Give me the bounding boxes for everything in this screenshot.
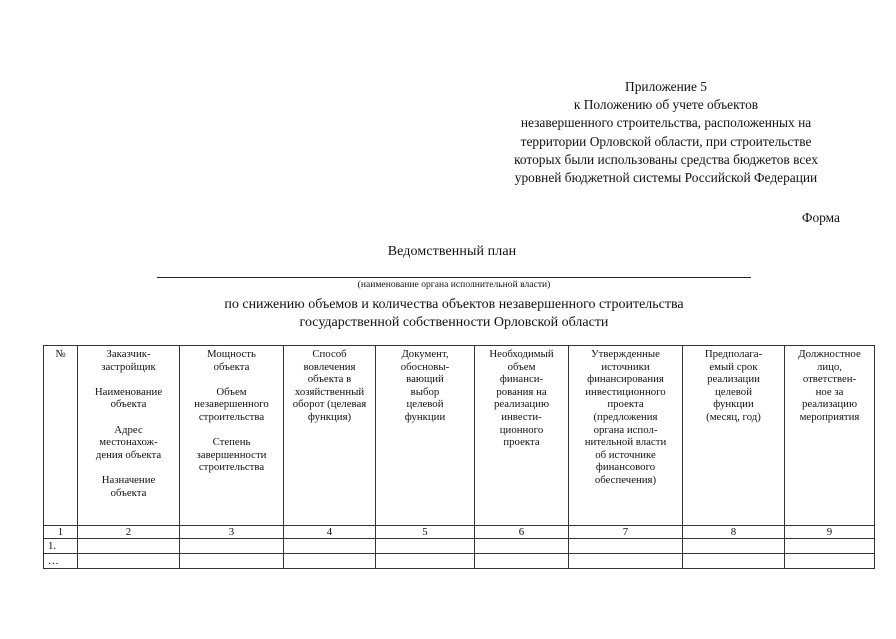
column-numbers-row <box>44 526 875 539</box>
table-cell <box>475 554 569 569</box>
table-row <box>44 539 875 554</box>
column-number: 2 <box>78 526 180 539</box>
appendix-line: территории Орловской области, при строительстве <box>520 133 812 149</box>
header-customer-d: Назначение объекта <box>101 473 156 499</box>
column-number: 3 <box>180 526 284 539</box>
table-cell <box>376 539 475 554</box>
table-cell <box>180 554 284 569</box>
table-cell <box>569 554 683 569</box>
column-number: 1 <box>44 526 78 539</box>
table-cell <box>284 539 376 554</box>
table-cell <box>376 554 475 569</box>
header-sources-text: Утвержденные источники финансирования инвестиционного проекта (предложения органа испол- нительной власти об источнике финансового обеспечения) <box>584 348 667 486</box>
column-number: 6 <box>475 526 569 539</box>
document-subtitle <box>0 296 896 331</box>
header-customer-b: Наименование объекта <box>94 385 163 411</box>
header-method <box>284 346 376 526</box>
subtitle-line-2: государственной собственности Орловской области <box>299 314 609 330</box>
header-capacity-a: Мощность объекта <box>207 348 256 373</box>
column-number: 5 <box>376 526 475 539</box>
document-title-text: Ведомственный план <box>387 244 517 259</box>
org-name-caption: (наименование органа исполнительной власти) <box>357 279 551 290</box>
header-document-text: Документ, обосновы- вающий выбор целевой функции <box>400 348 450 423</box>
column-number: 9 <box>785 526 875 539</box>
plan-table <box>43 345 875 569</box>
header-customer-c: Адрес местонахож- дения объекта <box>95 423 162 461</box>
column-number: 7 <box>569 526 683 539</box>
header-financing <box>475 346 569 526</box>
appendix-line: незавершенного строительства, расположенных на <box>520 115 812 131</box>
header-number <box>44 346 78 526</box>
document-title <box>0 244 896 260</box>
column-number: 4 <box>284 526 376 539</box>
header-term-text: Предполага- емый срок реализации целевой функции (месяц, год) <box>704 348 763 423</box>
row-number: … <box>44 554 78 569</box>
form-label: Форма <box>801 210 840 225</box>
appendix-line: Приложение 5 <box>625 79 707 94</box>
header-document <box>376 346 475 526</box>
appendix-line: которых были использованы средства бюджетов всех <box>514 151 818 167</box>
header-capacity-c: Степень завершенности строительства <box>196 436 267 474</box>
header-customer <box>78 346 180 526</box>
header-term <box>683 346 785 526</box>
header-number-text: № <box>55 348 66 360</box>
table-cell <box>78 539 180 554</box>
header-responsible <box>785 346 875 526</box>
header-capacity-b: Объем незавершенного строительства <box>194 385 269 423</box>
table-cell <box>785 539 875 554</box>
header-responsible-text: Должностное лицо, ответствен- ное за реализацию мероприятия <box>798 348 861 423</box>
table-cell <box>785 554 875 569</box>
table-cell <box>284 554 376 569</box>
header-financing-text: Необходимый объем финанси- рования на реализацию инвести- ционного проекта <box>489 348 554 449</box>
table-cell <box>78 554 180 569</box>
appendix-block <box>470 78 862 187</box>
table-cell <box>569 539 683 554</box>
table-cell <box>683 554 785 569</box>
table-cell <box>180 539 284 554</box>
header-customer-a: Заказчик- застройщик <box>101 348 156 373</box>
table-cell <box>683 539 785 554</box>
org-name-underline <box>157 277 751 278</box>
row-number: 1. <box>44 539 78 554</box>
header-method-text: Способ вовлечения объекта в хозяйственный оборот (целевая функция) <box>292 348 367 423</box>
table-cell <box>475 539 569 554</box>
appendix-line: уровней бюджетной системы Российской Федерации <box>514 170 818 186</box>
table-header-row <box>44 346 875 526</box>
header-sources <box>569 346 683 526</box>
subtitle-line-1: по снижению объемов и количества объектов незавершенного строительства <box>224 297 684 312</box>
header-capacity <box>180 346 284 526</box>
column-number: 8 <box>683 526 785 539</box>
table-row <box>44 554 875 569</box>
appendix-line: к Положению об учете объектов <box>573 97 759 113</box>
